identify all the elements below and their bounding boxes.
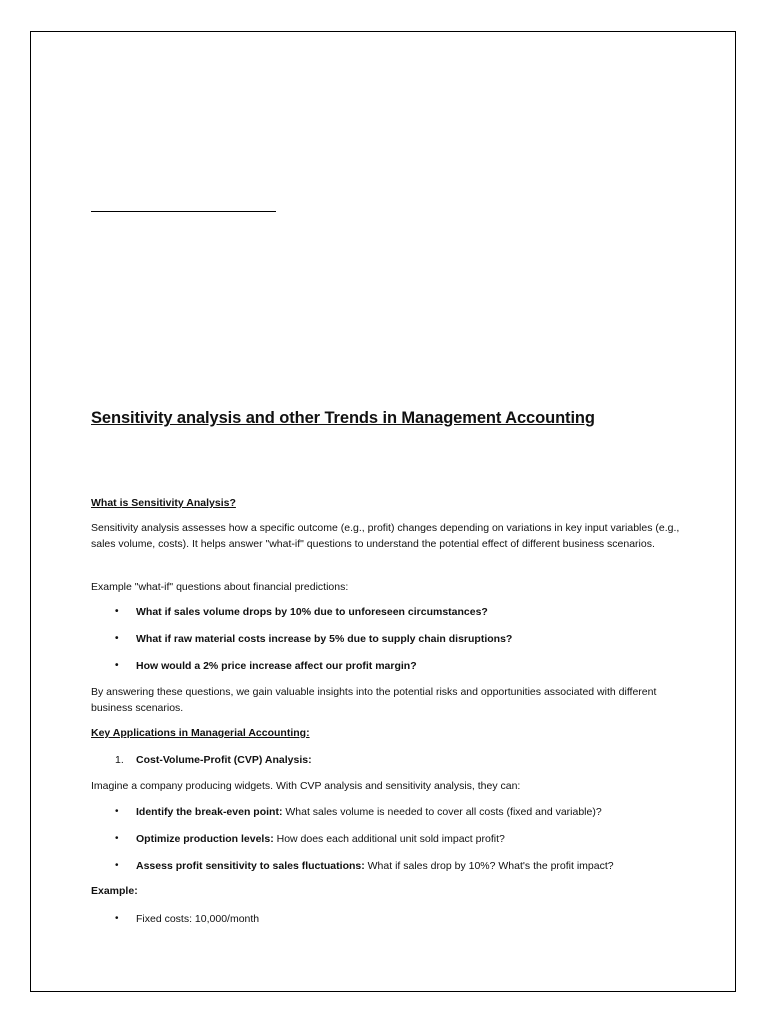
example-label: Example: (91, 885, 138, 897)
item-number: 1. (115, 754, 124, 766)
document-page (30, 31, 736, 992)
bullet-icon: • (115, 660, 119, 671)
bullet-icon: • (115, 913, 119, 924)
header-rule (91, 211, 276, 212)
application-text (136, 804, 602, 820)
bullet-icon: • (115, 806, 119, 817)
bullet-icon: • (115, 606, 119, 617)
application-bold: Assess profit sensitivity to sales fluctuations: (136, 860, 365, 872)
section-heading-what-is: What is Sensitivity Analysis? (91, 497, 236, 509)
item-label: Cost-Volume-Profit (CVP) Analysis: (136, 754, 312, 766)
imagine-paragraph: Imagine a company producing widgets. With CVP analysis and sensitivity analysis, they can: (91, 780, 521, 792)
bullet-icon: • (115, 833, 119, 844)
question-text: What if raw material costs increase by 5% due to supply chain disruptions? (136, 633, 513, 645)
example-text: Fixed costs: 10,000/month (136, 913, 260, 925)
bullet-icon: • (115, 633, 119, 644)
application-text (136, 858, 614, 874)
application-rest: What if sales drop by 10%? What's the profit impact? (364, 860, 614, 872)
application-rest: How does each additional unit sold impact profit? (273, 833, 505, 845)
example-lead: Example "what-if" questions about financial predictions: (91, 581, 349, 593)
document-title: Sensitivity analysis and other Trends in Management Accounting (91, 409, 595, 427)
bullet-icon: • (115, 860, 119, 871)
question-text: How would a 2% price increase affect our profit margin? (136, 660, 417, 672)
section-heading-key-applications: Key Applications in Managerial Accounting: (91, 727, 310, 739)
application-text (136, 831, 505, 847)
application-bold: Optimize production levels: (136, 833, 274, 845)
conclusion-paragraph: By answering these questions, we gain valuable insights into the potential risks and opportunities associated with different business scenarios. (91, 686, 657, 714)
application-bold: Identify the break-even point: (136, 806, 283, 818)
application-rest: What sales volume is needed to cover all costs (fixed and variable)? (282, 806, 602, 818)
question-text: What if sales volume drops by 10% due to unforeseen circumstances? (136, 606, 488, 618)
intro-paragraph: Sensitivity analysis assesses how a specific outcome (e.g., profit) changes depending on variations in key input variables (e.g., sales volume, costs). It helps answer "what-if" questions to understand the potential effect of different business scenarios. (91, 522, 680, 550)
